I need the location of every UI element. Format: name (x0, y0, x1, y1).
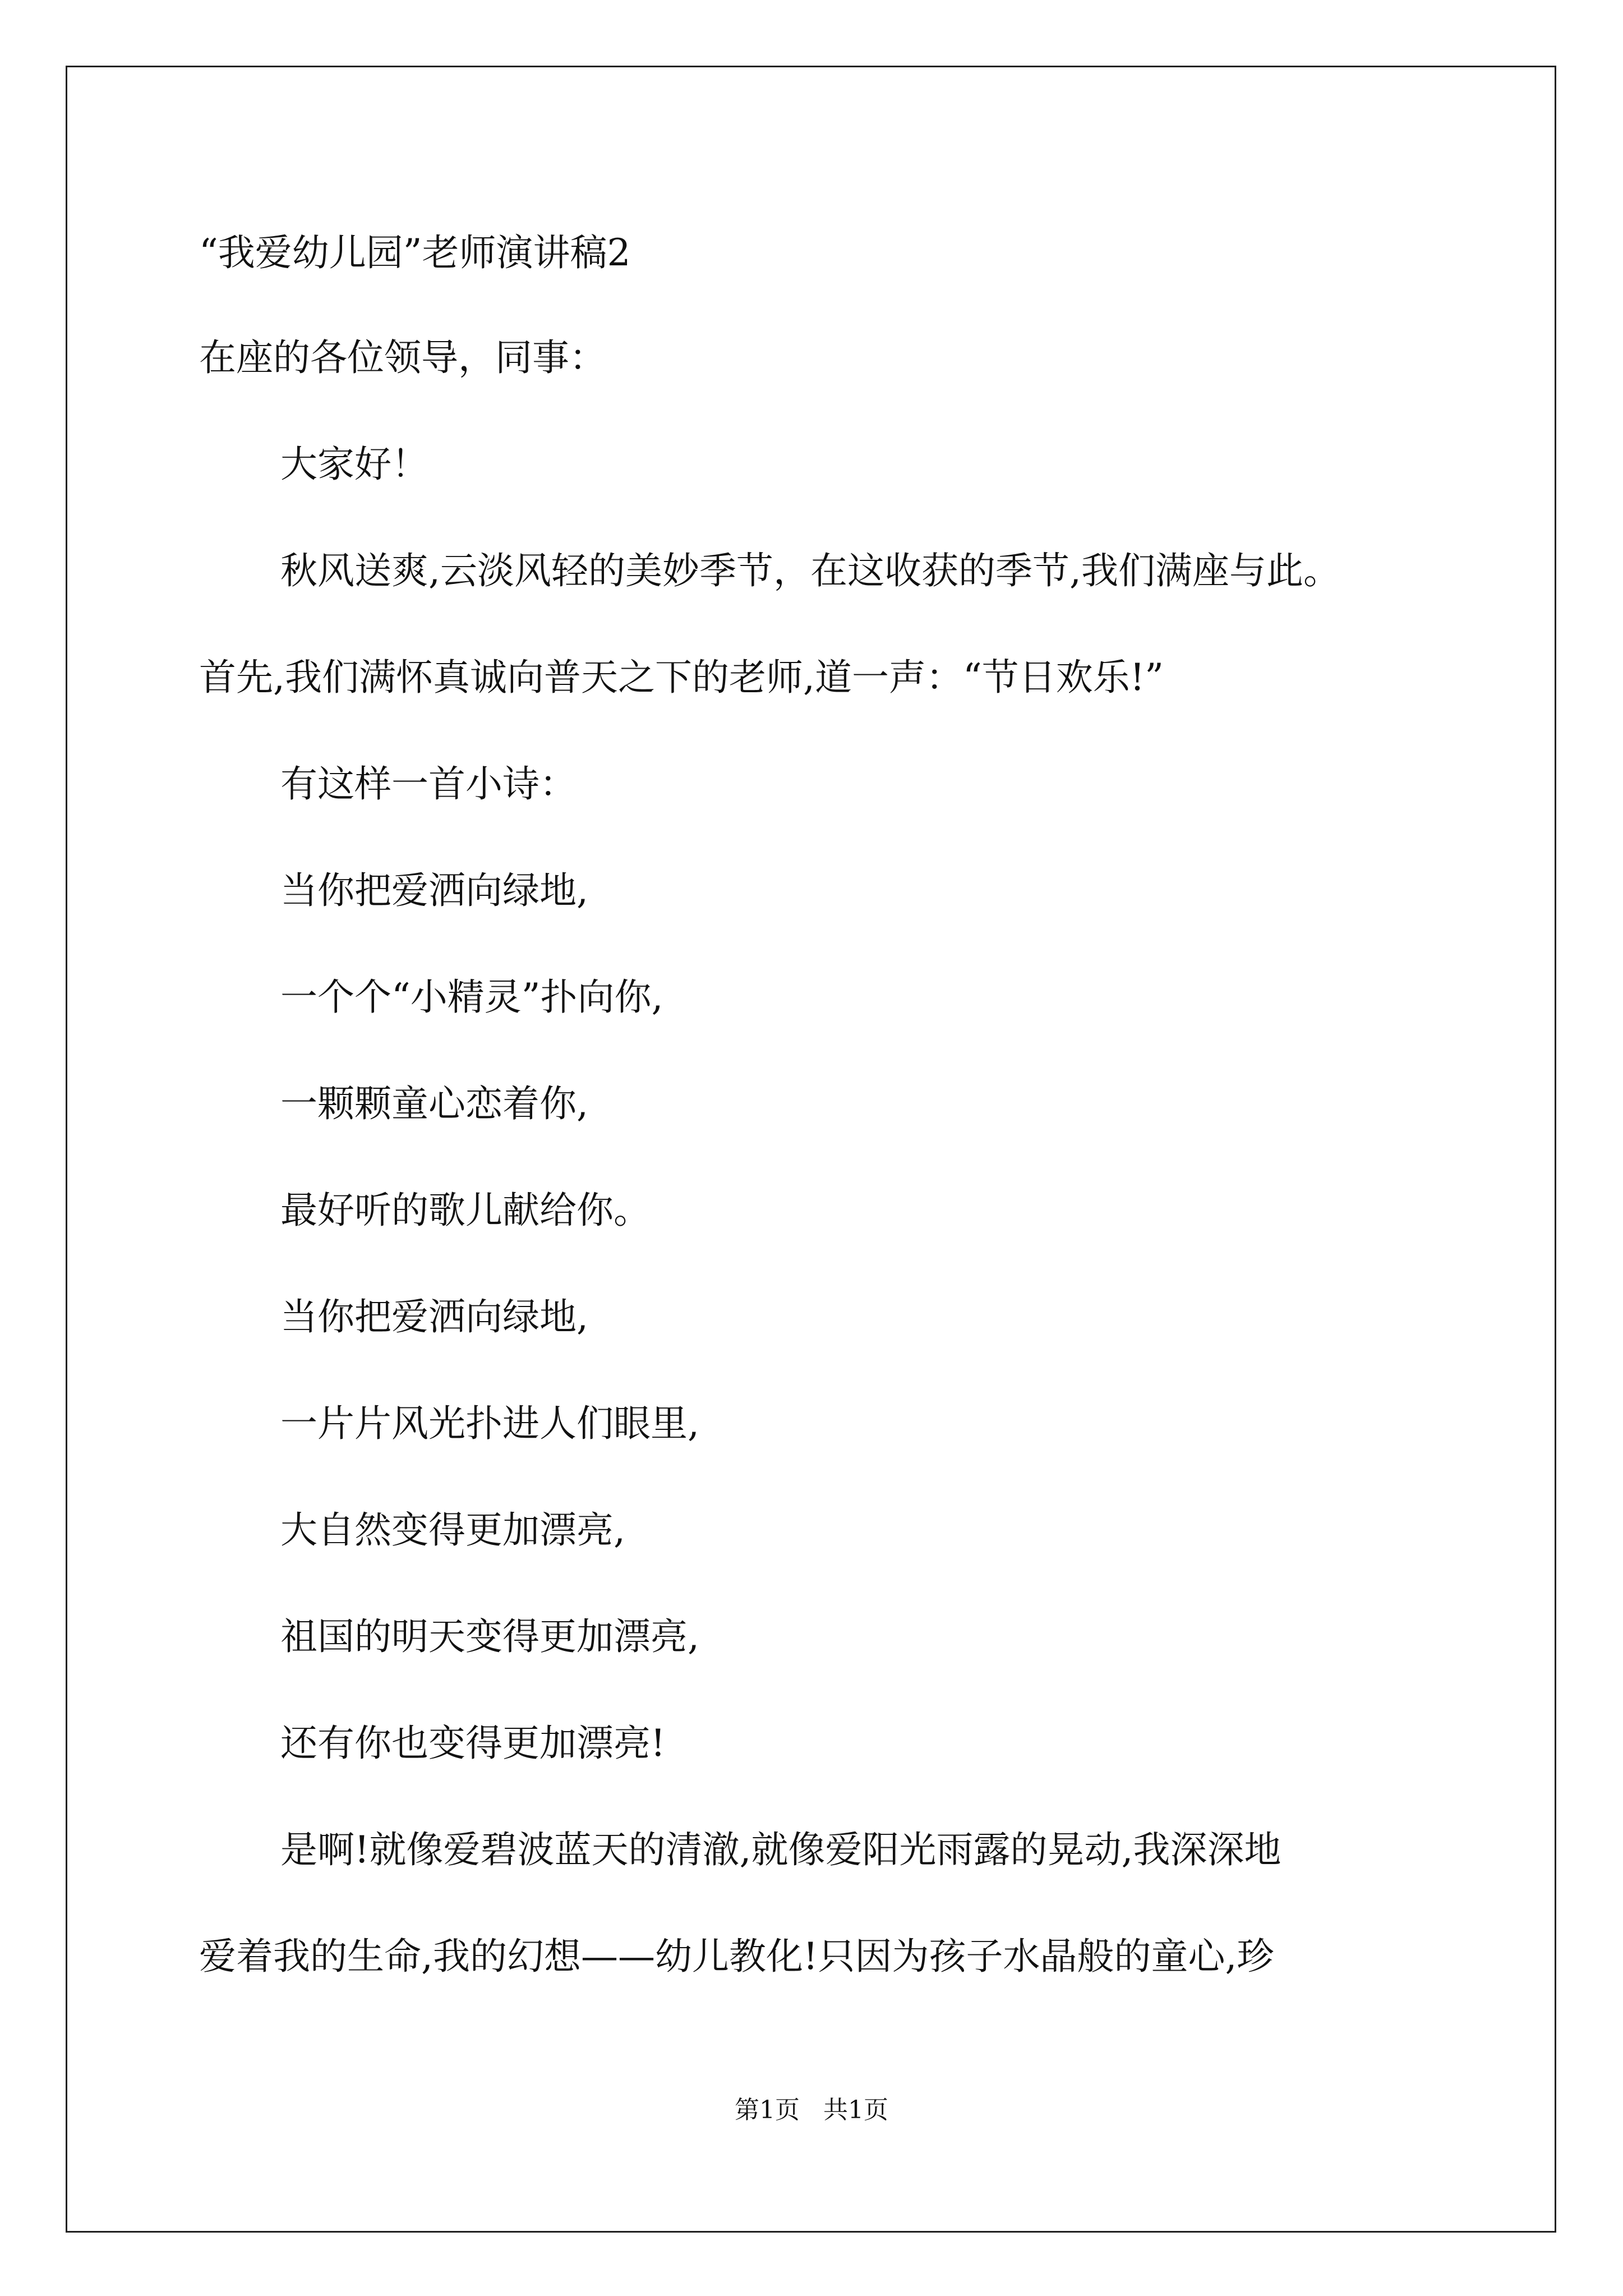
poem-line: 当你把爱洒向绿地, (280, 1295, 588, 1338)
poem-line: 一片片风光扑进人们眼里, (280, 1402, 699, 1445)
poem-line: 当你把爱洒向绿地, (280, 869, 588, 912)
poem-line: 还有你也变得更加漂亮! (280, 1722, 666, 1765)
document-title: “我爱幼儿园”老师演讲稿2 (199, 231, 631, 274)
paragraph-line: 有这样一首小诗： (280, 762, 577, 806)
poem-line: 一颗颗童心恋着你, (280, 1082, 588, 1125)
paragraph-line: 爱着我的生命,我的幻想——幼儿教化!只因为孩子水晶般的童心,珍 (199, 1935, 1274, 1978)
poem-line: 一个个“小精灵”扑向你, (280, 976, 663, 1019)
poem-line: 大自然变得更加漂亮, (280, 1508, 625, 1552)
paragraph-line: 秋风送爽,云淡风轻的美妙季节，在这收获的季节,我们满座与此。 (280, 549, 1340, 592)
page-border (66, 66, 1556, 2233)
poem-line: 祖国的明天变得更加漂亮, (280, 1615, 699, 1658)
paragraph-line: 是啊!就像爱碧波蓝天的清澈,就像爱阳光雨露的晃动,我深深地 (280, 1828, 1281, 1871)
paragraph-line: 首先,我们满怀真诚向普天之下的老师,道一声：“节日欢乐!” (199, 656, 1164, 699)
paragraph-greeting: 大家好！ (280, 443, 428, 486)
poem-line: 最好听的歌儿献给你。 (280, 1189, 651, 1232)
paragraph-salutation: 在座的各位领导，同事： (199, 336, 606, 379)
page-footer: 第1页 共1页 (735, 2096, 888, 2124)
